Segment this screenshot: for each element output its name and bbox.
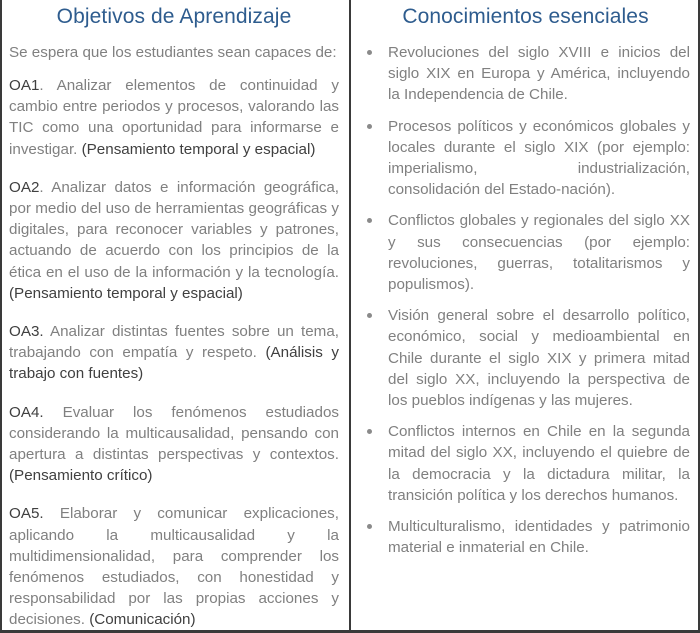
objective-text: Evaluar los fenómenos estudiados considerando la multicausalidad, pensando con apertura a distintas perspectivas y contextos. [9, 403, 339, 464]
bullet-icon [367, 524, 372, 529]
learning-objectives-heading: Objetivos de Aprendizaje [56, 5, 292, 28]
list-item [361, 116, 690, 201]
objective-code: OA4. [9, 403, 44, 421]
objective-skill: (Pensamiento temporal y espacial) [81, 140, 316, 158]
essential-knowledge-list [361, 42, 690, 558]
list-item-text: Multiculturalismo, identidades y patrimonio material e inmaterial en Chile. [388, 518, 690, 557]
objective-oa5 [9, 503, 339, 630]
objective-text: Analizar datos e información geográfica, por medio del uso de herramientas geográficas y digitales, para reconocer variables y patrones, actuando de acuerdo con los principios de la ética en el uso de la información y la tecnología. [9, 178, 339, 281]
objective-skill: (Comunicación) [89, 611, 196, 629]
list-item-text: Procesos políticos y económicos globales y locales durante el siglo XIX (por ejemplo: imperialismo, industrialización, consolidación del Estado-nación). [388, 117, 690, 199]
bullet-icon [367, 313, 372, 318]
objective-oa3 [9, 321, 339, 385]
essential-knowledge-heading: Conocimientos esenciales [402, 5, 649, 28]
list-item [361, 305, 690, 411]
objective-oa4 [9, 402, 339, 487]
list-item [361, 516, 690, 558]
objective-code: OA3. [9, 323, 44, 341]
list-item-text: Conflictos globales y regionales del siglo XX y sus consecuencias (por ejemplo: revoluciones, guerras, totalitarismos y populismos). [388, 212, 690, 294]
objective-code: OA5. [9, 505, 44, 523]
list-item-text: Conflictos internos en Chile en la segunda mitad del siglo XX, incluyendo el quiebre de la democracia y la dictadura militar, la transición política y los derechos humanos. [388, 423, 690, 504]
list-item [361, 421, 690, 506]
list-item [361, 42, 690, 106]
objective-text: Analizar elementos de continuidad y cambio entre periodos y procesos, valorando las TIC como una oportunidad para informarse e investigar. [9, 77, 339, 158]
objective-text: Elaborar y comunicar explicaciones, aplicando la multicausalidad y la multidimensionalidad, para comprender los fenómenos estudiados, con honestidad y responsabilidad por las propias acciones y decisiones. [9, 505, 339, 629]
essential-knowledge-column [351, 0, 698, 630]
bullet-icon [367, 429, 372, 434]
objective-code: OA1 [9, 77, 40, 94]
objective-separator: . [39, 178, 44, 196]
objective-oa1 [9, 75, 339, 160]
intro-text: Se espera que los estudiantes sean capaces de: [9, 44, 337, 61]
objective-separator: . [39, 77, 44, 94]
bullet-icon [367, 218, 372, 223]
objective-oa2 [9, 177, 339, 304]
learning-objectives-column [2, 0, 351, 630]
list-item [361, 210, 690, 295]
list-item-text: Revoluciones del siglo XVIII e inicios del siglo XIX en Europa y América, incluyendo la Independencia de Chile. [388, 44, 690, 104]
bullet-icon [367, 50, 372, 55]
bullet-icon [367, 124, 372, 129]
objective-skill: (Pensamiento crítico) [9, 467, 153, 485]
objective-text: Analizar distintas fuentes sobre un tema, trabajando con empatía y respeto. [9, 323, 339, 362]
list-item-text: Visión general sobre el desarrollo político, económico, social y medioambiental en Chile durante el siglo XIX y primera mitad del siglo XX, incluyendo la perspectiva de los pueblos indígenas y las mujeres. [388, 307, 690, 410]
objective-code: OA2 [9, 178, 40, 196]
objective-skill: (Análisis y trabajo con fuentes) [9, 344, 339, 383]
objective-skill: (Pensamiento temporal y espacial) [9, 284, 243, 302]
